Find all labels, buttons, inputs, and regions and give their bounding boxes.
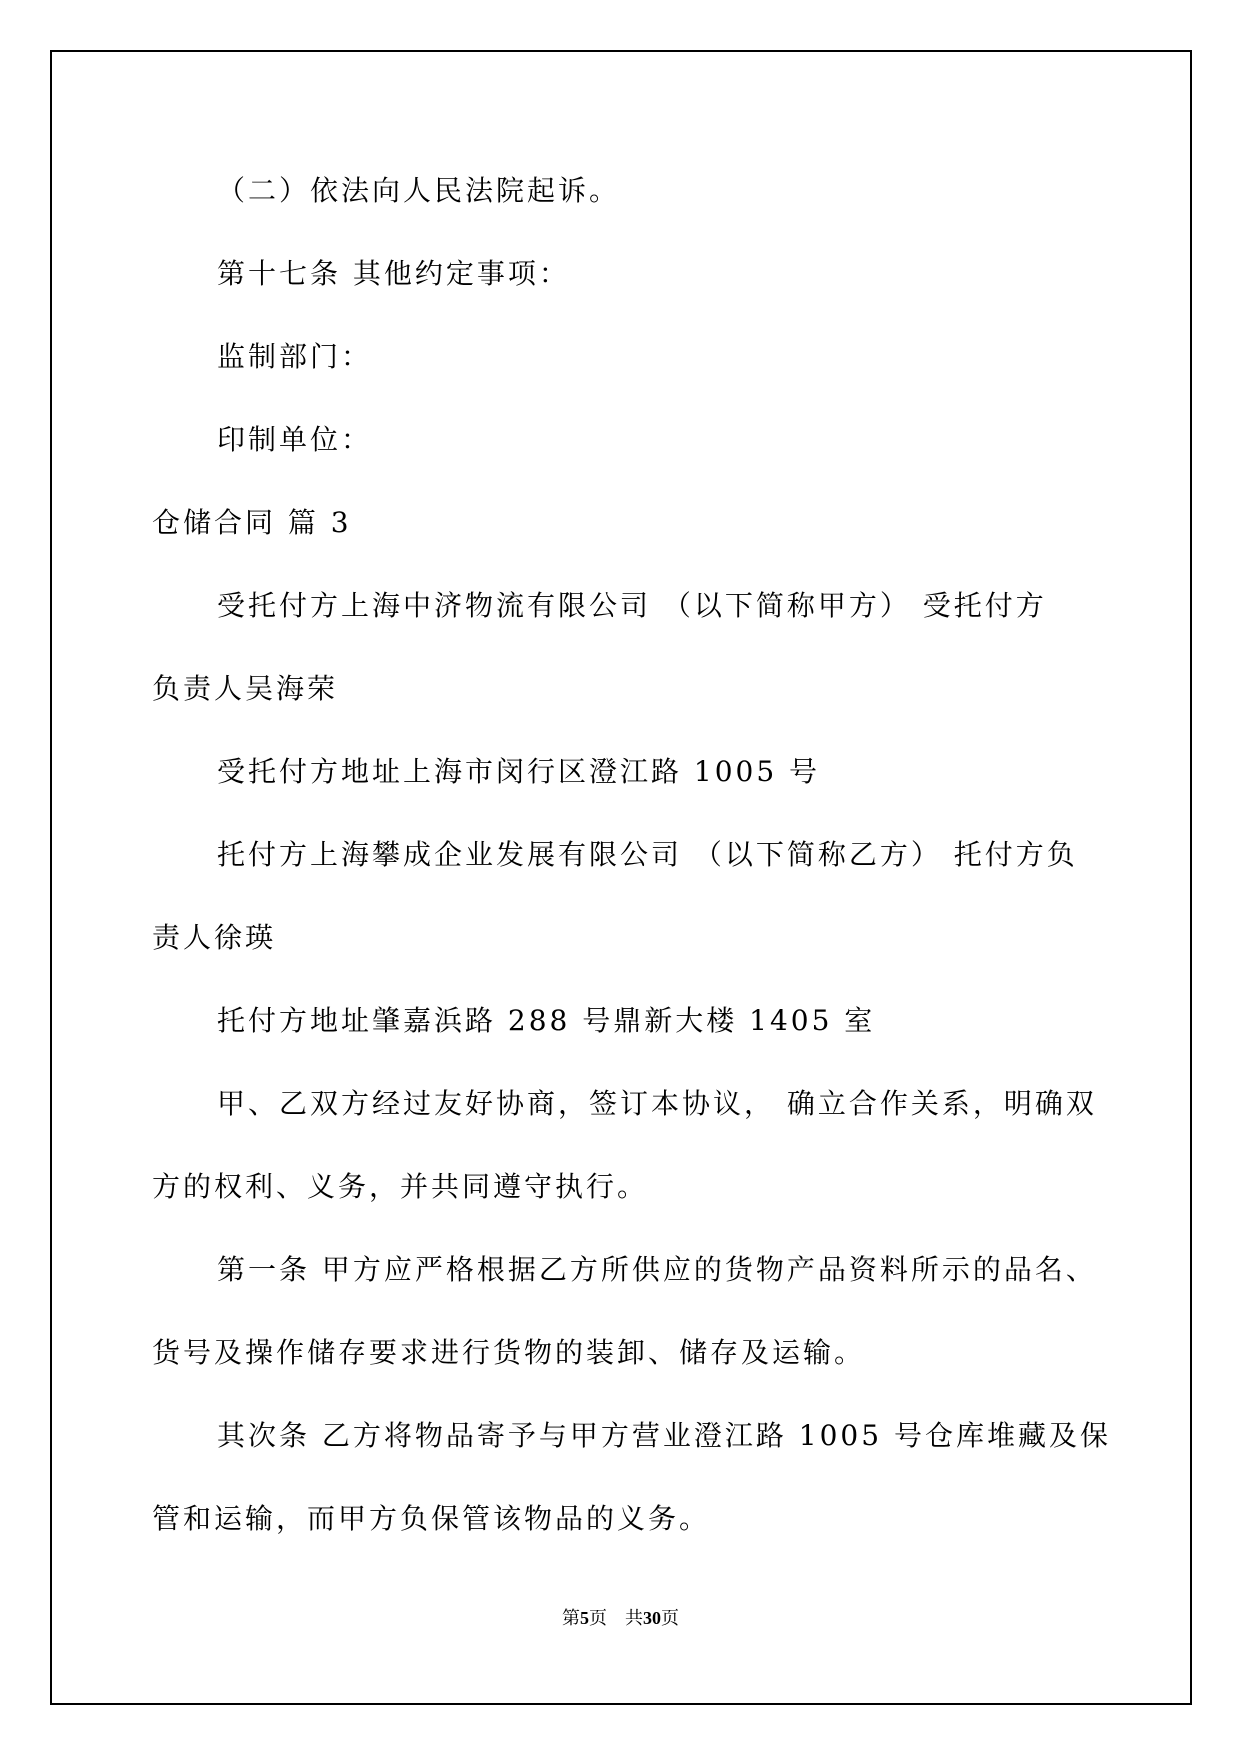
paragraph-line: 托付方地址肇嘉浜路 288 号鼎新大楼 1405 室 bbox=[217, 1004, 876, 1037]
article-heading: 第十七条 其他约定事项： bbox=[217, 257, 570, 290]
paragraph-line: 责人徐瑛 bbox=[152, 921, 277, 954]
total-pages: 30 bbox=[643, 1608, 661, 1628]
paragraph-line: 受托付方地址上海市闵行区澄江路 1005 号 bbox=[217, 755, 821, 788]
page-number: 5 bbox=[580, 1608, 589, 1628]
footer-prefix: 第 bbox=[562, 1608, 580, 1628]
paragraph-line: 印制单位： bbox=[217, 423, 373, 456]
page-footer bbox=[0, 1606, 1241, 1630]
paragraph-line: 受托付方上海中济物流有限公司 （以下简称甲方） 受托付方 bbox=[217, 589, 1047, 622]
footer-suffix: 页 bbox=[661, 1608, 679, 1628]
article-heading: 其次条 乙方将物品寄予与甲方营业澄江路 1005 号仓库堆藏及保 bbox=[217, 1419, 1111, 1452]
paragraph-line: （二）依法向人民法院起诉。 bbox=[217, 174, 621, 207]
paragraph-line: 甲、乙双方经过友好协商，签订本协议， 确立合作关系，明确双 bbox=[217, 1087, 1097, 1120]
page-border bbox=[50, 50, 1192, 1705]
paragraph-line: 负责人吴海荣 bbox=[152, 672, 339, 705]
paragraph-line: 监制部门： bbox=[217, 340, 373, 373]
footer-mid: 页 共 bbox=[589, 1608, 643, 1628]
article-heading: 第一条 甲方应严格根据乙方所供应的货物产品资料所示的品名、 bbox=[217, 1253, 1097, 1286]
paragraph-line: 方的权利、义务，并共同遵守执行。 bbox=[152, 1170, 649, 1203]
paragraph-line: 货号及操作储存要求进行货物的装卸、储存及运输。 bbox=[152, 1336, 866, 1369]
paragraph-line: 托付方上海攀成企业发展有限公司 （以下简称乙方） 托付方负 bbox=[217, 838, 1078, 871]
paragraph-line: 管和运输，而甲方负保管该物品的义务。 bbox=[152, 1502, 711, 1535]
section-title: 仓储合同 篇 3 bbox=[152, 506, 352, 539]
